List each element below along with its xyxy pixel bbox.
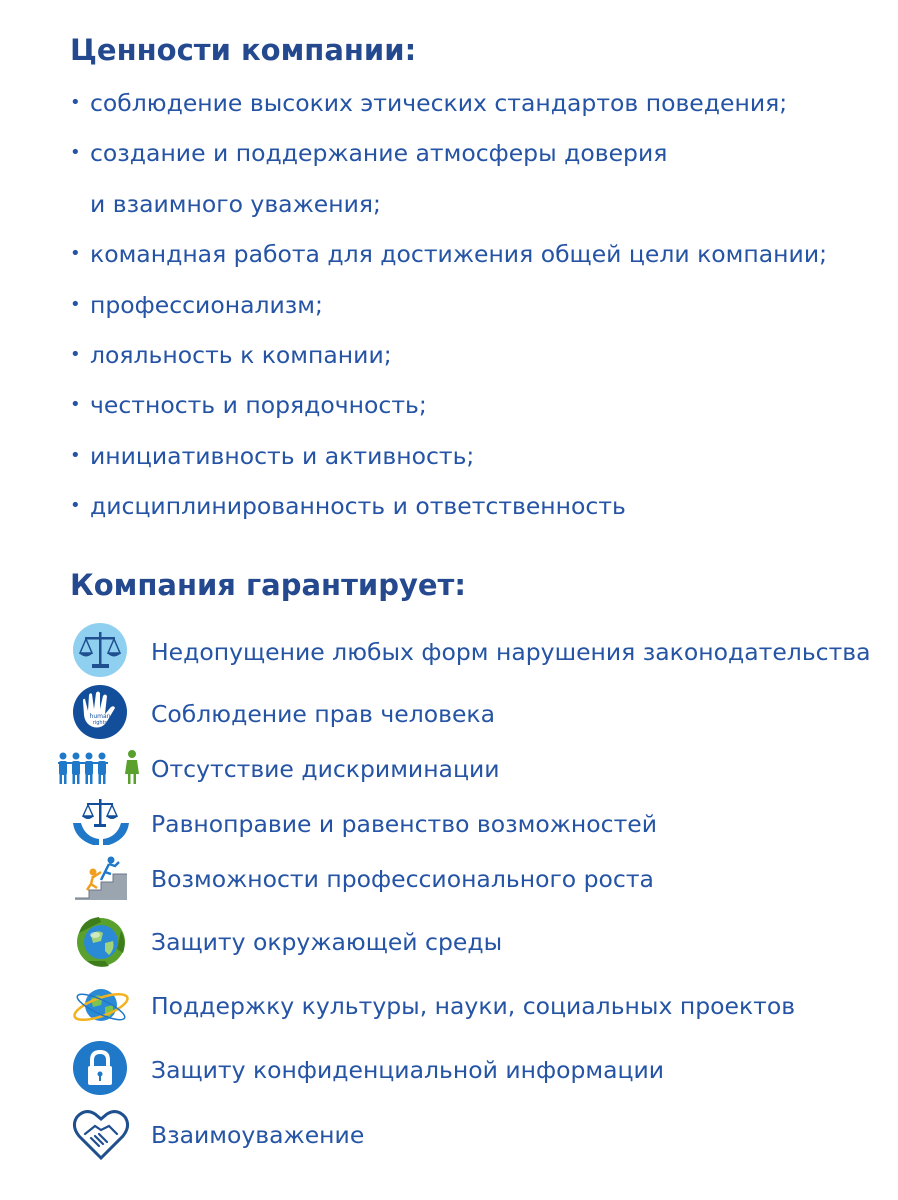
guarantee-item — [0, 795, 898, 853]
guarantee-item — [0, 1106, 898, 1164]
guarantees-title: Компания гарантирует: — [70, 568, 466, 602]
list-item — [70, 380, 890, 430]
list-item — [70, 481, 890, 531]
human-rights-hand-icon — [71, 685, 131, 743]
list-item-text: командная работа для достижения общей цели компании; — [90, 240, 828, 269]
padlock-icon — [71, 1041, 131, 1099]
bullet: • — [70, 142, 81, 164]
list-item-text: лояльность к компании; — [90, 340, 392, 369]
list-item-continuation — [70, 179, 890, 229]
values-title: Ценности компании: — [70, 33, 417, 67]
guarantee-text: Соблюдение прав человека — [151, 700, 495, 728]
guarantee-text: Защиту окружающей среды — [151, 928, 503, 956]
guarantee-text: Возможности профессионального роста — [151, 865, 654, 893]
list-item — [70, 330, 890, 380]
guarantee-item — [0, 977, 898, 1035]
list-item-text: профессионализм; — [90, 290, 323, 319]
values-list — [70, 78, 890, 532]
bullet: • — [70, 92, 81, 113]
bullet: • — [70, 495, 81, 517]
guarantee-text: Защиту конфиденциальной информации — [151, 1056, 665, 1084]
list-item-text: создание и поддержание атмосферы доверия — [90, 139, 668, 168]
bullet: • — [70, 343, 81, 365]
guarantee-text: Взаимоуважение — [151, 1121, 365, 1149]
guarantee-item — [0, 623, 898, 681]
scales-in-hands-icon — [71, 795, 131, 853]
handshake-heart-icon — [71, 1106, 131, 1164]
guarantee-text: Отсутствие дискриминации — [151, 755, 500, 783]
list-item-text: соблюдение высоких этических стандартов поведения; — [90, 89, 788, 117]
globe-orbit-icon — [71, 977, 131, 1035]
scales-icon — [71, 623, 131, 681]
list-item-text: дисциплинированность и ответственность — [90, 492, 626, 521]
list-item — [70, 78, 890, 128]
guarantee-item — [0, 740, 898, 798]
human-rights-label-1: human — [89, 713, 111, 720]
list-item — [70, 280, 890, 330]
guarantee-text: Поддержку культуры, науки, социальных проектов — [151, 992, 796, 1020]
list-item — [70, 229, 890, 279]
guarantee-item — [0, 685, 898, 743]
bullet: • — [70, 394, 81, 416]
guarantee-text: Равноправие и равенство возможностей — [151, 810, 658, 838]
list-item — [70, 431, 890, 481]
people-group-icon — [56, 740, 146, 798]
list-item-text: честность и порядочность; — [90, 391, 427, 420]
guarantee-item — [0, 850, 898, 908]
guarantee-item — [0, 913, 898, 971]
list-item-text: и взаимного уважения; — [90, 189, 381, 218]
bullet: • — [70, 243, 81, 265]
list-item-text: инициативность и активность; — [90, 441, 475, 470]
list-item — [70, 128, 890, 178]
career-stairs-icon — [71, 850, 131, 908]
guarantee-text: Недопущение любых форм нарушения законодательства — [151, 638, 871, 666]
guarantee-item — [0, 1041, 898, 1099]
human-rights-label-2: rights — [92, 720, 108, 726]
green-globe-icon — [71, 913, 131, 971]
bullet: • — [70, 293, 81, 315]
bullet: • — [70, 444, 81, 466]
